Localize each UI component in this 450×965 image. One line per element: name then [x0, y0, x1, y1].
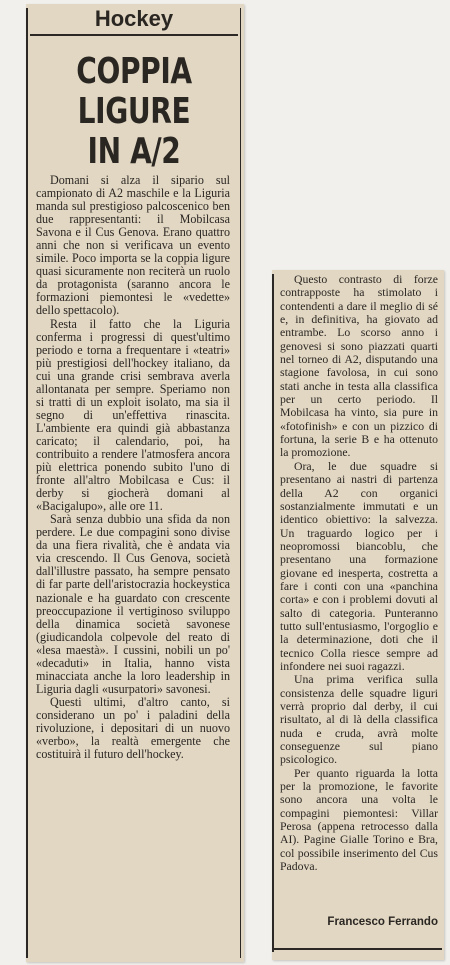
article-paragraph: Resta il fatto che la Liguria conferma i progressi di quest'ultimo periodo e torna a frequentare i «teatri» più prestigiosi dell'hockey italiano, da cui una grande crisi sembrava averla allontanata per sempre. Speriamo non si tratti di un exploit isolato, ma sia il segno di un'effettiva rinascita. L'ambiente era quindi già abbastanza caricato; il calendario, poi, ha contribuito a rendere l'atmosfera ancora più elettrica ponendo subito l'uno di fronte all'altro Mobilcasa e Cus: il derby si giocherà domani al «Bacigalupo», alle ore 11. [36, 316, 230, 514]
article-paragraph: Una prima verifica sulla consistenza delle squadre liguri verrà proprio dal derby, il cui risultato, al di là della classifica nuda e cruda, avrà molte conseguenze sul piano psicologico. [280, 673, 438, 767]
article-body-left [36, 174, 230, 761]
headline-line: IN A/2 [87, 131, 181, 172]
article-paragraph: Ora, le due squadre si presentano ai nastri di partenza della A2 con organici sostanzialmente immutati e un identico obiettivo: la salvezza. Un traguardo logico per i neopromossi biancoblu, che presentano una formazione giovane ed inesperta, costretta a fare i conti con una «panchina corta» e con i problemi dovuti al salto di categoria. Punteranno tutto sull'entusiasmo, l'orgoglio e la determinazione, doti che il tecnico Colla riesce sempre ad infondere nei suoi ragazzi. [280, 459, 438, 673]
section-header: Hockey [30, 4, 238, 36]
column-rule [240, 8, 241, 958]
bottom-rule [274, 948, 442, 950]
article-paragraph: Questo contrasto di forze contrapposte ha stimolato i contendenti a dare il meglio di sé e, in definitiva, ha giovato ad entrambe. Lo scorso anno i genovesi si sono piazzati quarti nel torneo di A2, disputando una stagione favolosa, in cui sono stati anche in testa alla classifica per un certo periodo. Il Mobilcasa ha vinto, sia pure in «fotofinish» e con un pizzico di fortuna, la serie B e ha ottenuto la promozione. [280, 273, 438, 460]
article-paragraph: Per quanto riguarda la lotta per la promozione, le favorite sono ancora una volta le compagini piemontesi: Villar Perosa (appena retrocesso dalla AI). Pagine Gialle Torino e Bra, col possibile inserimento del Cus Padova. [280, 766, 438, 874]
article-clipping-left [26, 4, 244, 962]
author-byline: Francesco Ferrando [327, 916, 438, 928]
headline [53, 52, 215, 172]
headline-line: LIGURE [77, 91, 191, 132]
article-clipping-right [272, 270, 444, 960]
headline-line: COPPIA [76, 51, 192, 92]
article-paragraph: Domani si alza il sipario sul campionato di A2 maschile e la Liguria manda sul prestigioso palcoscenico ben due rappresentanti: il Mobilcasa Savona e il Cus Genova. Erano quattro anni che non si verificava un evento simile. Poco importa se la coppia ligure quasi sicuramente non reciterà un ruolo da protagonista (saranno ancora le formazioni piemontesi le «vedette» dello spettacolo). [36, 173, 230, 318]
column-rule [26, 8, 28, 958]
article-paragraph: Sarà senza dubbio una sfida da non perdere. Le due compagini sono divise da una fiera rivalità, che è andata via via crescendo. Il Cus Genova, società dall'illustre passato, ha sempre pensato di far parte dell'aristocrazia hockeystica nazionale e ha guardato con crescente preoccupazione il vertiginoso sviluppo della dinamica società savonese (giudicandola colpevole del reato di «lesa maestà». I cussini, nobili un po' «decaduti» in Italia, hanno vista minacciata anche la loro leadership in Liguria dagli «usurpatori» savonesi. [36, 512, 230, 696]
article-paragraph: Questi ultimi, d'altro canto, si considerano un po' i paladini della rivoluzione, i depositari di un nuovo «verbo», la realtà emergente che costituirà il futuro dell'hockey. [36, 694, 230, 762]
article-body-right [280, 273, 438, 873]
column-rule [272, 274, 274, 952]
